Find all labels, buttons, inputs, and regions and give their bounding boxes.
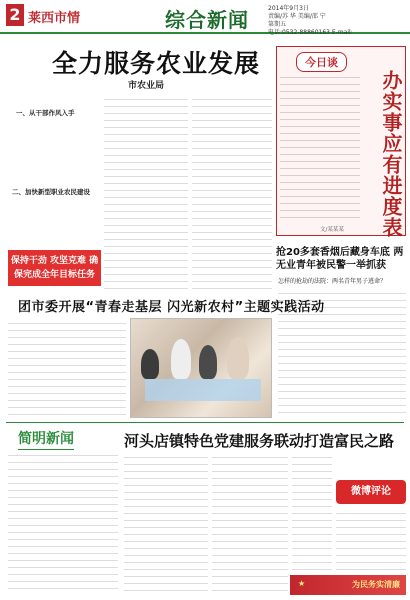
- promo-text: [336, 508, 406, 572]
- sidebar-text: [280, 72, 360, 222]
- right-headline: 抢20多套香烟后藏身车底 两无业青年被民警一举抓获: [276, 247, 404, 271]
- section-divider: [6, 422, 404, 423]
- lead-text-col3: [192, 94, 272, 294]
- bottom-text-col2: [212, 452, 288, 595]
- lead-text-col1: [8, 94, 100, 244]
- editor-line: 责编/苏 华 美编/邵 宁: [268, 13, 326, 20]
- page-number: 2: [6, 4, 24, 26]
- lead-text-col2: [104, 94, 188, 294]
- lead-headline: 全力服务农业发展: [51, 49, 260, 78]
- news-photo: [130, 318, 272, 418]
- sidebar-title: 办实事应有进度表: [379, 70, 403, 238]
- masthead: [0, 0, 410, 34]
- bottom-text-col3: [292, 452, 332, 572]
- briefs-text: [8, 450, 118, 595]
- slogan-banner: 保持干劲 攻坚克难 确保完成全年目标任务: [8, 250, 101, 286]
- section-title: 综合新闻: [165, 8, 249, 32]
- photo-person: [227, 337, 249, 379]
- masthead-meta: [268, 5, 353, 37]
- photo-table: [145, 379, 261, 401]
- lead-byline: 市农业局: [128, 81, 165, 91]
- footer-banner: [290, 575, 406, 595]
- lead-subhead-1: 一、从干部作风入手: [16, 109, 75, 117]
- photo-person: [141, 349, 159, 379]
- photo-person: [171, 339, 191, 379]
- date-line: 2014年9月3日: [268, 5, 309, 12]
- photo-story-text: [8, 318, 126, 418]
- lead-subhead-2: 二、加快新型职业农民建设: [12, 188, 90, 196]
- sidebar-label: 今日谈: [296, 52, 347, 72]
- footer-slogan: 为民务实清廉: [352, 580, 400, 589]
- briefs-title: 简明新闻: [18, 428, 74, 451]
- right-subline: 怎样的抢劫的法院：两名青年男子逃命？: [278, 278, 387, 285]
- photo-person: [199, 345, 217, 379]
- sidebar-author: 文/某某某: [320, 227, 344, 233]
- bottom-headline: 河头店镇特色党建服务联动打造富民之路: [124, 432, 395, 450]
- bottom-text-col1: [124, 452, 208, 595]
- star-icon: ★: [298, 579, 306, 588]
- edition: 第期五: [268, 21, 287, 28]
- phone-line: 电话:0532-88860163 E-mail:: [268, 29, 353, 36]
- photo-headline: 团市委开展“青春走基层 闪光新农村”主题实践活动: [18, 300, 325, 315]
- paper-name: 莱西市情: [28, 11, 81, 26]
- promo-badge: 微博评论: [336, 480, 406, 504]
